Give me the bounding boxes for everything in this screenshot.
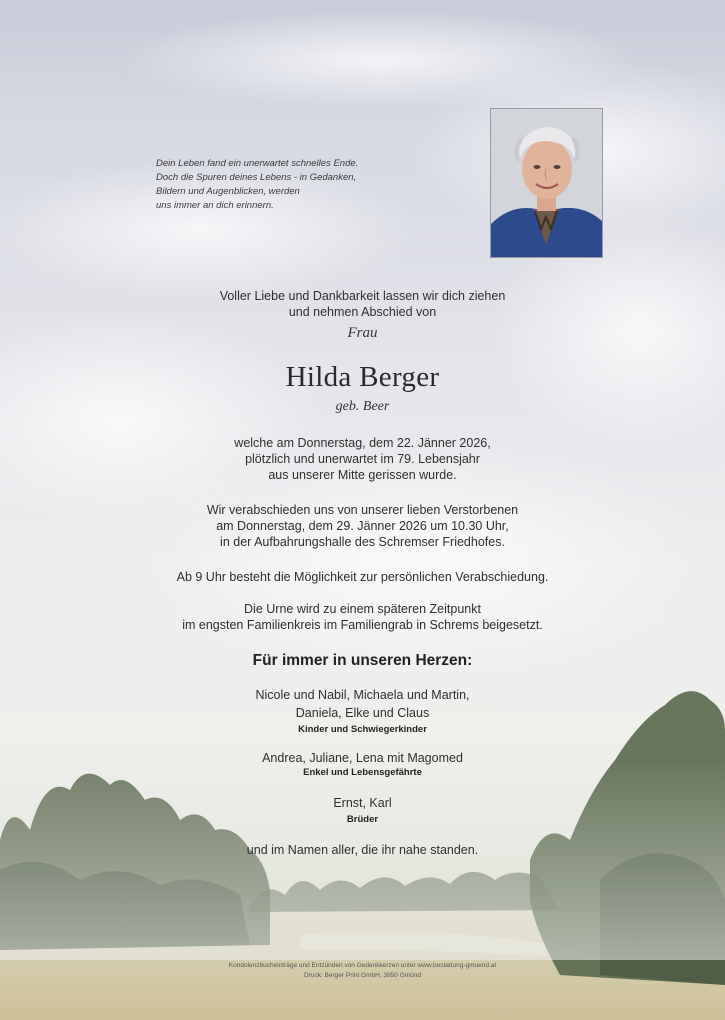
salutation: Frau [347, 325, 378, 341]
footer-line-1: Kondolenzbucheinträge und Entzünden von Gedenkkerzen unter www.bestattung-gmuend.at [228, 962, 497, 969]
intro-text [0, 288, 725, 320]
urn-line-1: Die Urne wird zu einem späteren Zeitpunkt [244, 602, 481, 616]
siblings-label: Brüder [346, 814, 379, 825]
death-line-1: welche am Donnerstag, dem 22. Jänner 2026, [234, 436, 491, 450]
children-label: Kinder und Schwiegerkinder [298, 724, 427, 735]
deceased-name: Hilda Berger [285, 361, 440, 393]
memorial-poem [156, 157, 416, 213]
farewell-line-3: in der Aufbahrungshalle des Schremser Friedhofes. [220, 535, 505, 549]
farewell-notice [0, 502, 725, 550]
footer [0, 961, 725, 981]
intro-line-2: und nehmen Abschied von [288, 305, 437, 319]
children-line-1: Nicole und Nabil, Michaela und Martin, [255, 688, 470, 702]
farewell-line-2: am Donnerstag, dem 29. Jänner 2026 um 10.30 Uhr, [216, 519, 509, 533]
portrait-photo [490, 108, 603, 258]
poem-line: uns immer an dich erinnern. [156, 200, 274, 211]
poem-line: Bildern und Augenblicken, werden [156, 186, 300, 197]
mourners-heading: Für immer in unseren Herzen: [252, 652, 473, 669]
maiden-name: geb. Beer [335, 399, 390, 414]
grandchildren-label: Enkel und Lebensgefährte [303, 767, 422, 778]
poem-line: Doch die Spuren deines Lebens - in Gedanken, [156, 172, 357, 183]
viewing-notice: Ab 9 Uhr besteht die Möglichkeit zur persönlichen Verabschiedung. [176, 570, 549, 584]
portrait-image [491, 109, 602, 257]
children-line-2: Daniela, Elke und Claus [295, 706, 430, 720]
siblings-names: Ernst, Karl [333, 796, 392, 810]
footer-line-2: Druck: Berger Print GmbH, 3950 Gmünd [303, 972, 422, 979]
poem-line: Dein Leben fand ein unerwartet schnelles Ende. [156, 158, 359, 169]
farewell-line-1: Wir verabschieden uns von unserer lieben Verstorbenen [206, 503, 519, 517]
closing-line: und im Namen aller, die ihr nahe standen. [246, 843, 479, 857]
children-names [0, 687, 725, 721]
death-line-2: plötzlich und unerwartet im 79. Lebensjahr [245, 452, 480, 466]
urn-line-2: im engsten Familienkreis im Familiengrab in Schrems beigesetzt. [182, 618, 543, 632]
urn-notice [0, 601, 725, 633]
death-line-3: aus unserer Mitte gerissen wurde. [268, 468, 457, 482]
death-notice [0, 435, 725, 483]
grandchildren-names: Andrea, Juliane, Lena mit Magomed [262, 751, 463, 765]
intro-line-1: Voller Liebe und Dankbarkeit lassen wir dich ziehen [219, 289, 506, 303]
